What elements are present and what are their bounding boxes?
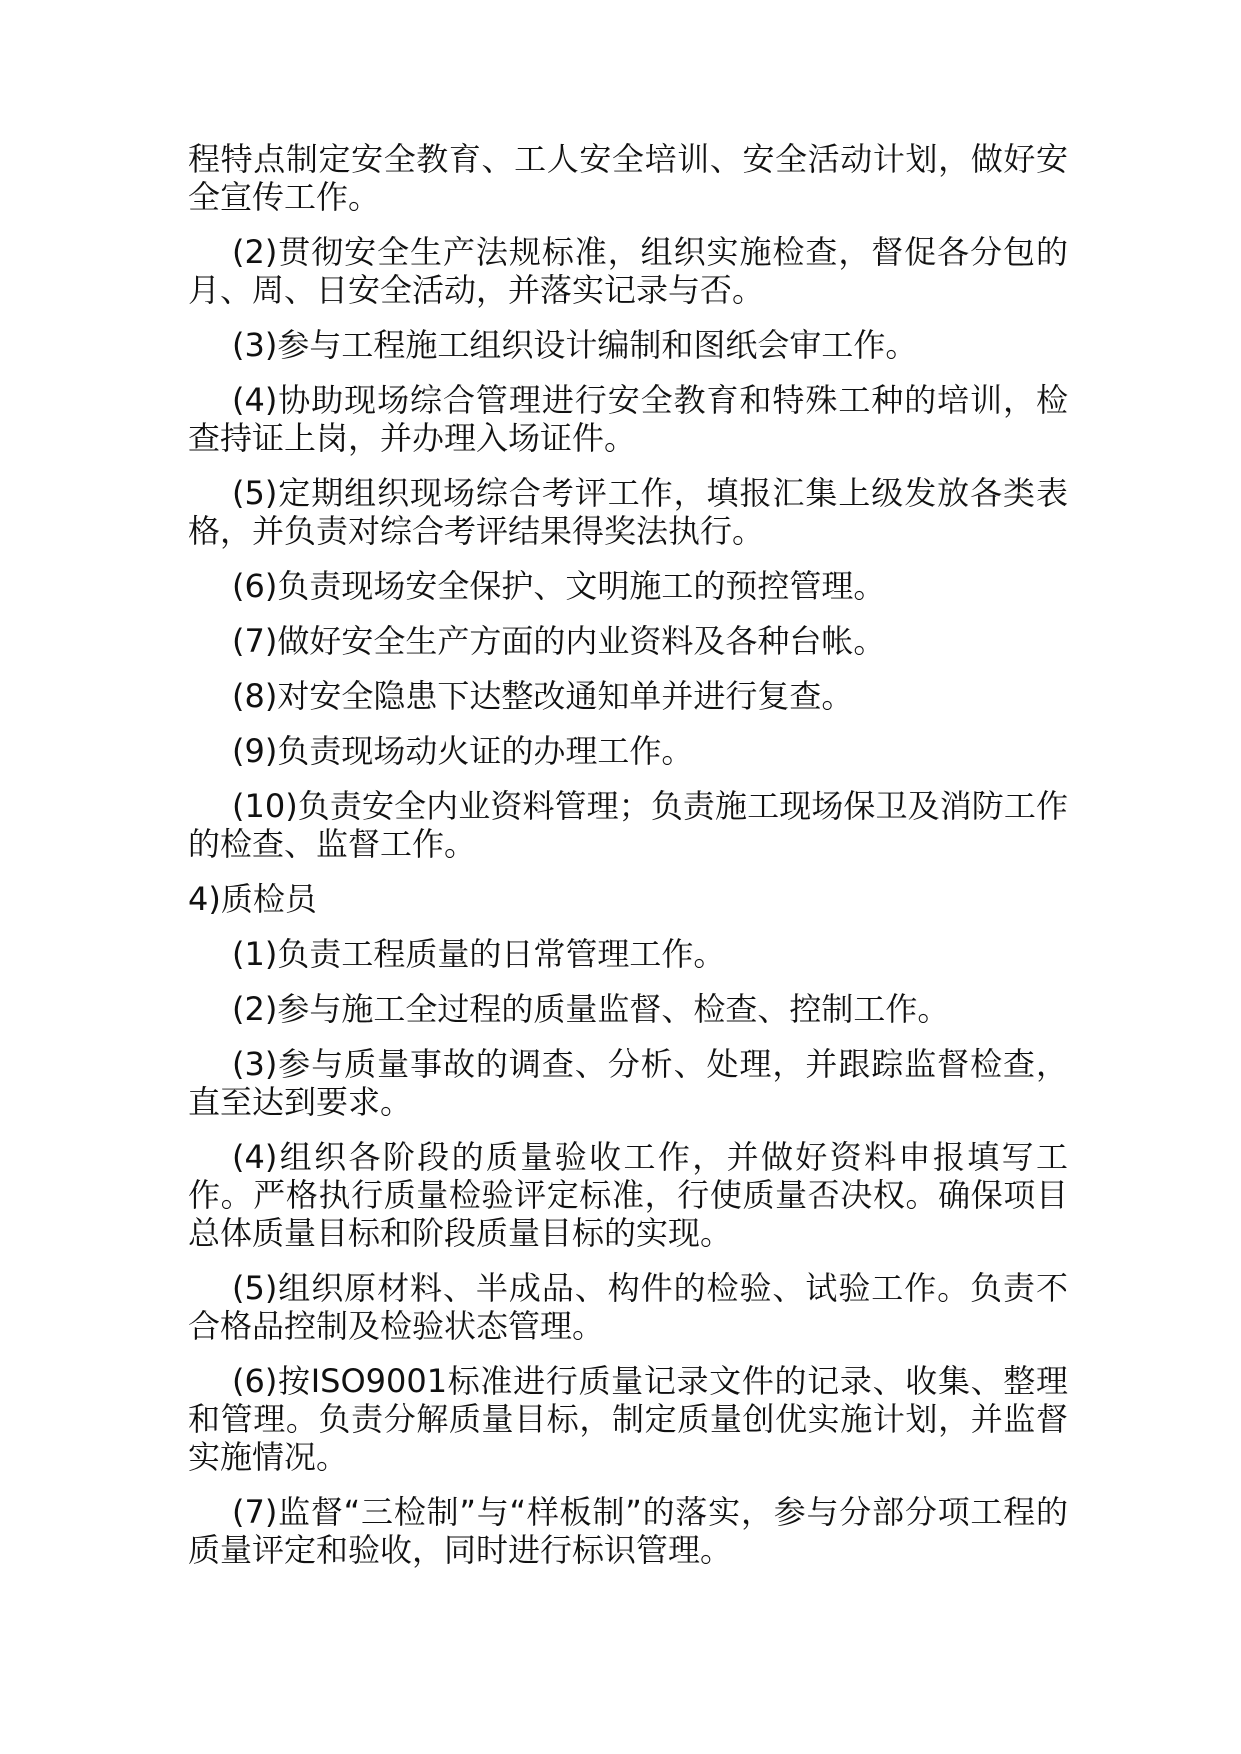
safety-item-6: (6)负责现场安全保护、文明施工的预控管理。 [232,567,886,605]
safety-item-3: (3)参与工程施工组织设计编制和图纸会审工作。 [232,326,918,364]
safety-item-9: (9)负责现场动火证的办理工作。 [232,732,694,770]
quality-item-4: (4)组织各阶段的质量验收工作，并做好资料申报填写工作。严格执行质量检验评定标准，行使质量否决权。确保项目总体质量目标和阶段质量目标的实现。 [188,1138,1068,1252]
quality-item-1: (1)负责工程质量的日常管理工作。 [232,935,726,973]
quality-item-5: (5)组织原材料、半成品、构件的检验、试验工作。负责不合格品控制及检验状态管理。 [188,1269,1068,1345]
safety-item-5: (5)定期组织现场综合考评工作，填报汇集上级发放各类表格，并负责对综合考评结果得奖法执行。 [188,474,1068,550]
quality-item-2: (2)参与施工全过程的质量监督、检查、控制工作。 [232,990,950,1028]
safety-continuation-paragraph: 程特点制定安全教育、工人安全培训、安全活动计划，做好安全宣传工作。 [188,140,1068,216]
safety-item-10: (10)负责安全内业资料管理；负责施工现场保卫及消防工作的检查、监督工作。 [188,787,1068,863]
quality-item-3: (3)参与质量事故的调查、分析、处理，并跟踪监督检查，直至达到要求。 [188,1045,1068,1121]
safety-item-8: (8)对安全隐患下达整改通知单并进行复查。 [232,677,854,715]
safety-item-4: (4)协助现场综合管理进行安全教育和特殊工种的培训，检查持证上岗，并办理入场证件。 [188,381,1068,457]
quality-item-7: (7)监督“三检制”与“样板制”的落实，参与分部分项工程的质量评定和验收，同时进行标识管理。 [188,1493,1068,1569]
safety-item-2: (2)贯彻安全生产法规标准，组织实施检查，督促各分包的月、周、日安全活动，并落实记录与否。 [188,233,1068,309]
document-page [188,140,1068,1586]
quality-item-6: (6)按ISO9001标准进行质量记录文件的记录、收集、整理和管理。负责分解质量目标，制定质量创优实施计划，并监督实施情况。 [188,1362,1068,1476]
safety-item-7: (7)做好安全生产方面的内业资料及各种台帐。 [232,622,886,660]
quality-inspector-heading: 4)质检员 [188,880,317,918]
